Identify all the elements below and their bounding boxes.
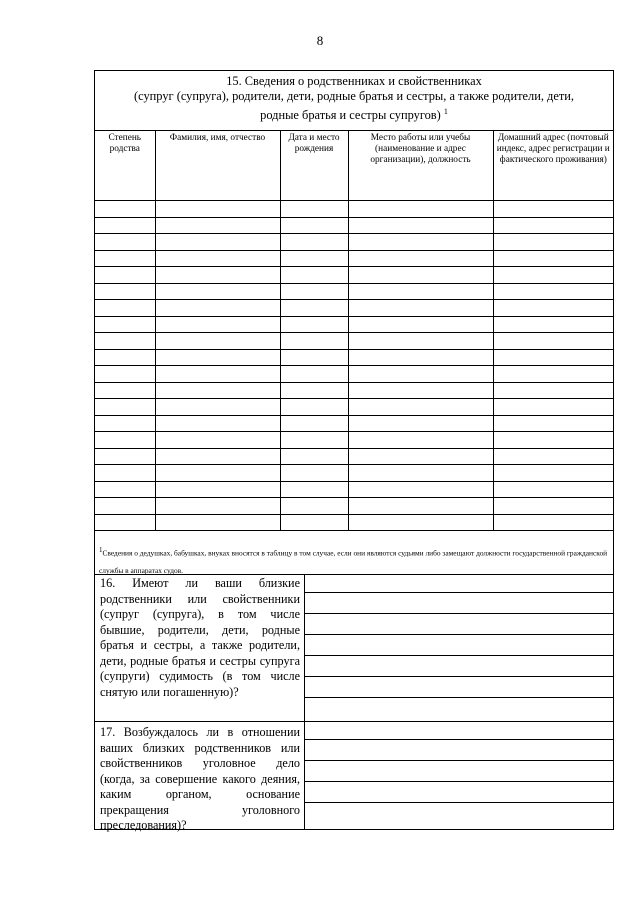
table-row	[95, 201, 613, 218]
footnote-ref: 1	[443, 107, 448, 116]
table-row	[95, 250, 613, 267]
table-cell[interactable]	[348, 448, 493, 465]
table-cell[interactable]	[95, 283, 155, 300]
answer-line[interactable]	[304, 634, 613, 635]
table-cell[interactable]	[348, 217, 493, 234]
table-cell[interactable]	[155, 465, 280, 482]
table-cell[interactable]	[155, 283, 280, 300]
table-cell[interactable]	[155, 432, 280, 449]
section-15-title-line3-text: родные братья и сестры супругов)	[260, 108, 441, 123]
table-cell[interactable]	[155, 250, 280, 267]
table-cell[interactable]	[348, 349, 493, 366]
table-cell[interactable]	[95, 217, 155, 234]
page-number: 8	[316, 33, 324, 48]
table-cell[interactable]	[348, 382, 493, 399]
relatives-table	[95, 131, 613, 531]
col-header-full-name: Фамилия, имя, отчество	[155, 131, 280, 201]
question-16-answer-border	[304, 574, 305, 721]
table-cell[interactable]	[95, 366, 155, 383]
table-cell[interactable]	[280, 267, 348, 284]
table-cell[interactable]	[155, 333, 280, 350]
table-cell[interactable]	[95, 349, 155, 366]
table-row	[95, 333, 613, 350]
table-cell[interactable]	[95, 382, 155, 399]
table-cell[interactable]	[493, 250, 613, 267]
table-cell[interactable]	[280, 448, 348, 465]
section-15-title	[95, 71, 613, 131]
table-cell[interactable]	[493, 267, 613, 284]
table-cell[interactable]	[95, 267, 155, 284]
table-cell[interactable]	[348, 250, 493, 267]
table-cell[interactable]	[493, 349, 613, 366]
answer-line[interactable]	[304, 781, 613, 782]
table-cell[interactable]	[95, 201, 155, 218]
table-cell[interactable]	[348, 333, 493, 350]
table-cell[interactable]	[155, 366, 280, 383]
table-cell[interactable]	[95, 465, 155, 482]
answer-line[interactable]	[304, 739, 613, 740]
table-cell[interactable]	[155, 217, 280, 234]
table-cell[interactable]	[348, 399, 493, 416]
table-cell[interactable]	[493, 399, 613, 416]
table-cell[interactable]	[280, 432, 348, 449]
question-16-text: 16. Имеют ли ваши близкие родственники или свойственники (супруг (супруга), в том числе бывшие, родители, дети, родные братья и сестры, а также родители, дети, родные братья и сестры супруга (супруги) судимость (в том числе снятую или погашенную)?	[100, 576, 300, 699]
table-cell[interactable]	[155, 349, 280, 366]
table-cell[interactable]	[280, 415, 348, 432]
table-row	[95, 349, 613, 366]
table-cell[interactable]	[95, 415, 155, 432]
table-row	[95, 366, 613, 383]
table-cell[interactable]	[493, 316, 613, 333]
table-row	[95, 316, 613, 333]
form-frame	[94, 70, 614, 830]
table-cell[interactable]	[155, 300, 280, 317]
table-cell[interactable]	[95, 300, 155, 317]
table-cell[interactable]	[348, 316, 493, 333]
table-row	[95, 234, 613, 251]
table-cell[interactable]	[280, 382, 348, 399]
col-header-relation: Степень родства	[95, 131, 155, 201]
table-cell[interactable]	[280, 366, 348, 383]
section-15-title-line1: 15. Сведения о родственниках и свойственниках	[226, 74, 482, 88]
question-17-text: 17. Возбуждалось ли в отношении ваших близких родственников или свойственников уголовное дело (когда, за совершение какого деяния, каким органом, основание прекращения уголовного преследования)?	[100, 725, 300, 832]
table-row	[95, 415, 613, 432]
table-cell[interactable]	[493, 498, 613, 515]
table-cell[interactable]	[348, 498, 493, 515]
table-cell[interactable]	[348, 514, 493, 531]
answer-line[interactable]	[304, 592, 613, 593]
table-cell[interactable]	[348, 415, 493, 432]
table-row	[95, 399, 613, 416]
footnote-text: Сведения о дедушках, бабушках, внуках вносятся в таблицу в том случае, если они являются судьями либо замещают должности государственной гражданской службы в аппаратах судов.	[99, 548, 608, 576]
table-cell[interactable]	[348, 283, 493, 300]
table-row	[95, 448, 613, 465]
table-cell[interactable]	[493, 300, 613, 317]
table-row	[95, 481, 613, 498]
table-cell[interactable]	[280, 201, 348, 218]
table-cell[interactable]	[155, 481, 280, 498]
table-cell[interactable]	[493, 217, 613, 234]
table-cell[interactable]	[493, 234, 613, 251]
table-cell[interactable]	[493, 283, 613, 300]
table-cell[interactable]	[155, 234, 280, 251]
table-cell[interactable]	[348, 201, 493, 218]
table-row	[95, 498, 613, 515]
answer-line[interactable]	[304, 655, 613, 656]
col-header-work: Место работы или учебы (наименование и адрес организации), должность	[348, 131, 493, 201]
table-cell[interactable]	[348, 481, 493, 498]
table-cell[interactable]	[280, 498, 348, 515]
table-cell[interactable]	[493, 481, 613, 498]
table-cell[interactable]	[280, 481, 348, 498]
table-cell[interactable]	[280, 465, 348, 482]
table-cell[interactable]	[155, 267, 280, 284]
table-row	[95, 465, 613, 482]
table-cell[interactable]	[155, 514, 280, 531]
table-cell[interactable]	[280, 234, 348, 251]
table-cell[interactable]	[95, 448, 155, 465]
table-row	[95, 514, 613, 531]
answer-line[interactable]	[304, 802, 613, 803]
table-row	[95, 300, 613, 317]
table-cell[interactable]	[155, 201, 280, 218]
table-cell[interactable]	[493, 415, 613, 432]
answer-line[interactable]	[304, 676, 613, 677]
section-15-title-line2: (супруг (супруга), родители, дети, родные братья и сестры, а также родители, дети,	[134, 89, 574, 103]
table-cell[interactable]	[493, 514, 613, 531]
table-row	[95, 382, 613, 399]
table-cell[interactable]	[95, 250, 155, 267]
table-cell[interactable]	[493, 382, 613, 399]
table-cell[interactable]	[155, 448, 280, 465]
answer-line[interactable]	[304, 697, 613, 698]
section-15-title-line3	[95, 104, 613, 123]
table-cell[interactable]	[493, 432, 613, 449]
table-cell[interactable]	[155, 399, 280, 416]
table-cell[interactable]	[280, 316, 348, 333]
table-cell[interactable]	[348, 432, 493, 449]
table-row	[95, 267, 613, 284]
footnote-mark: 1	[99, 546, 103, 554]
table-cell[interactable]	[95, 333, 155, 350]
table-cell[interactable]	[348, 267, 493, 284]
table-cell[interactable]	[95, 399, 155, 416]
answer-line[interactable]	[304, 760, 613, 761]
answer-line[interactable]	[304, 613, 613, 614]
table-cell[interactable]	[280, 349, 348, 366]
table-cell[interactable]	[280, 217, 348, 234]
table-cell[interactable]	[95, 514, 155, 531]
question-17-answer-border	[304, 721, 305, 829]
relatives-table-body	[95, 201, 613, 531]
table-cell[interactable]	[155, 498, 280, 515]
table-cell[interactable]	[95, 234, 155, 251]
col-header-address: Домашний адрес (почтовый индекс, адрес регистрации и фактического проживания)	[493, 131, 613, 201]
table-cell[interactable]	[493, 465, 613, 482]
table-cell[interactable]	[95, 481, 155, 498]
table-cell[interactable]	[95, 498, 155, 515]
table-cell[interactable]	[348, 300, 493, 317]
table-cell[interactable]	[493, 333, 613, 350]
table-cell[interactable]	[155, 415, 280, 432]
table-cell[interactable]	[280, 283, 348, 300]
table-cell[interactable]	[493, 201, 613, 218]
table-cell[interactable]	[155, 382, 280, 399]
table-cell[interactable]	[493, 448, 613, 465]
col-header-birth: Дата и место рождения	[280, 131, 348, 201]
table-cell[interactable]	[95, 316, 155, 333]
table-cell[interactable]	[280, 300, 348, 317]
table-cell[interactable]	[348, 465, 493, 482]
table-cell[interactable]	[95, 432, 155, 449]
question-16-divider	[95, 574, 613, 575]
table-cell[interactable]	[280, 514, 348, 531]
table-cell[interactable]	[155, 316, 280, 333]
table-cell[interactable]	[493, 366, 613, 383]
table-row	[95, 432, 613, 449]
table-row	[95, 217, 613, 234]
relatives-table-header	[95, 131, 613, 201]
table-cell[interactable]	[348, 366, 493, 383]
table-cell[interactable]	[348, 234, 493, 251]
table-row	[95, 283, 613, 300]
table-cell[interactable]	[280, 399, 348, 416]
question-17-divider	[95, 721, 613, 722]
table-cell[interactable]	[280, 250, 348, 267]
table-cell[interactable]	[280, 333, 348, 350]
